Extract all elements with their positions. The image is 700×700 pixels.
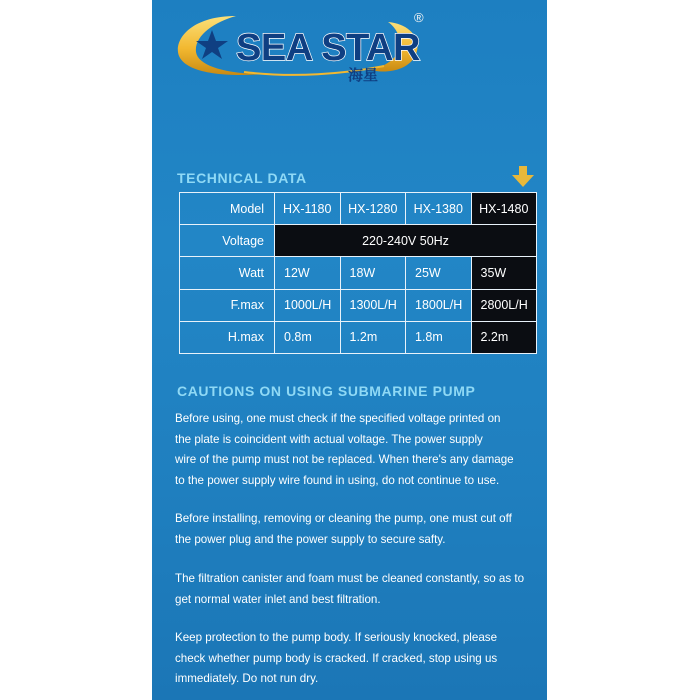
text-line: Before installing, removing or cleaning the pump, one must cut off xyxy=(175,512,512,525)
table-cell-highlighted: HX-1480 xyxy=(471,193,537,225)
technical-data-table xyxy=(179,192,537,354)
table-cell: 0.8m xyxy=(275,321,341,353)
cautions-title: CAUTIONS ON USING SUBMARINE PUMP xyxy=(177,383,476,399)
table-cell-highlighted: 220-240V 50Hz xyxy=(275,225,537,257)
table-cell: HX-1180 xyxy=(275,193,341,225)
table-cell: 1300L/H xyxy=(340,289,406,321)
brand-name: SEA STAR xyxy=(236,27,420,69)
table-cell: 1.2m xyxy=(340,321,406,353)
sea-star-logo xyxy=(174,8,444,88)
product-label-panel xyxy=(152,0,547,700)
row-label: Watt xyxy=(180,257,275,289)
table-cell: HX-1280 xyxy=(340,193,406,225)
text-line: Before using, one must check if the specified voltage printed on xyxy=(175,412,501,425)
table-row-model xyxy=(180,193,537,225)
brand-chinese: 海星 xyxy=(348,66,379,84)
row-label: Voltage xyxy=(180,225,275,257)
text-line: the power plug and the power supply to secure safty. xyxy=(175,532,446,546)
text-line: get normal water inlet and best filtration. xyxy=(175,592,381,606)
table-row-fmax xyxy=(180,289,537,321)
caution-paragraph-voltage xyxy=(175,409,535,491)
row-label: F.max xyxy=(180,289,275,321)
text-line: immediately. Do not run dry. xyxy=(175,672,319,685)
text-line: to the power supply wire found in using, do not continue to use. xyxy=(175,473,500,487)
table-cell-highlighted: 2.2m xyxy=(471,321,537,353)
table-row-voltage xyxy=(180,225,537,257)
table-row-watt xyxy=(180,257,537,289)
table-cell: 18W xyxy=(340,257,406,289)
row-label: Model xyxy=(180,193,275,225)
registered-mark: ® xyxy=(414,10,424,25)
down-arrow-icon xyxy=(510,166,536,188)
table-cell: 1800L/H xyxy=(406,289,472,321)
table-cell-highlighted: 35W xyxy=(471,257,537,289)
caution-paragraph-installing xyxy=(175,509,535,550)
row-label: H.max xyxy=(180,321,275,353)
text-line: wire of the pump must not be replaced. When there's any damage xyxy=(175,453,514,466)
technical-data-title: TECHNICAL DATA xyxy=(177,170,307,186)
table-cell-highlighted: 2800L/H xyxy=(471,289,537,321)
table-cell: 25W xyxy=(406,257,472,289)
caution-paragraph-protection xyxy=(175,628,535,690)
caution-paragraph-cleaning xyxy=(175,569,535,610)
text-line: the plate is coincident with actual voltage. The power supply xyxy=(175,432,483,446)
text-line: Keep protection to the pump body. If seriously knocked, please xyxy=(175,631,498,644)
table-cell: 1000L/H xyxy=(275,289,341,321)
table-cell: 12W xyxy=(275,257,341,289)
text-line: check whether pump body is cracked. If cracked, stop using us xyxy=(175,651,498,665)
table-row-hmax xyxy=(180,321,537,353)
text-line: The filtration canister and foam must be cleaned constantly, so as to xyxy=(175,572,525,585)
table-cell: 1.8m xyxy=(406,321,472,353)
table-cell: HX-1380 xyxy=(406,193,472,225)
